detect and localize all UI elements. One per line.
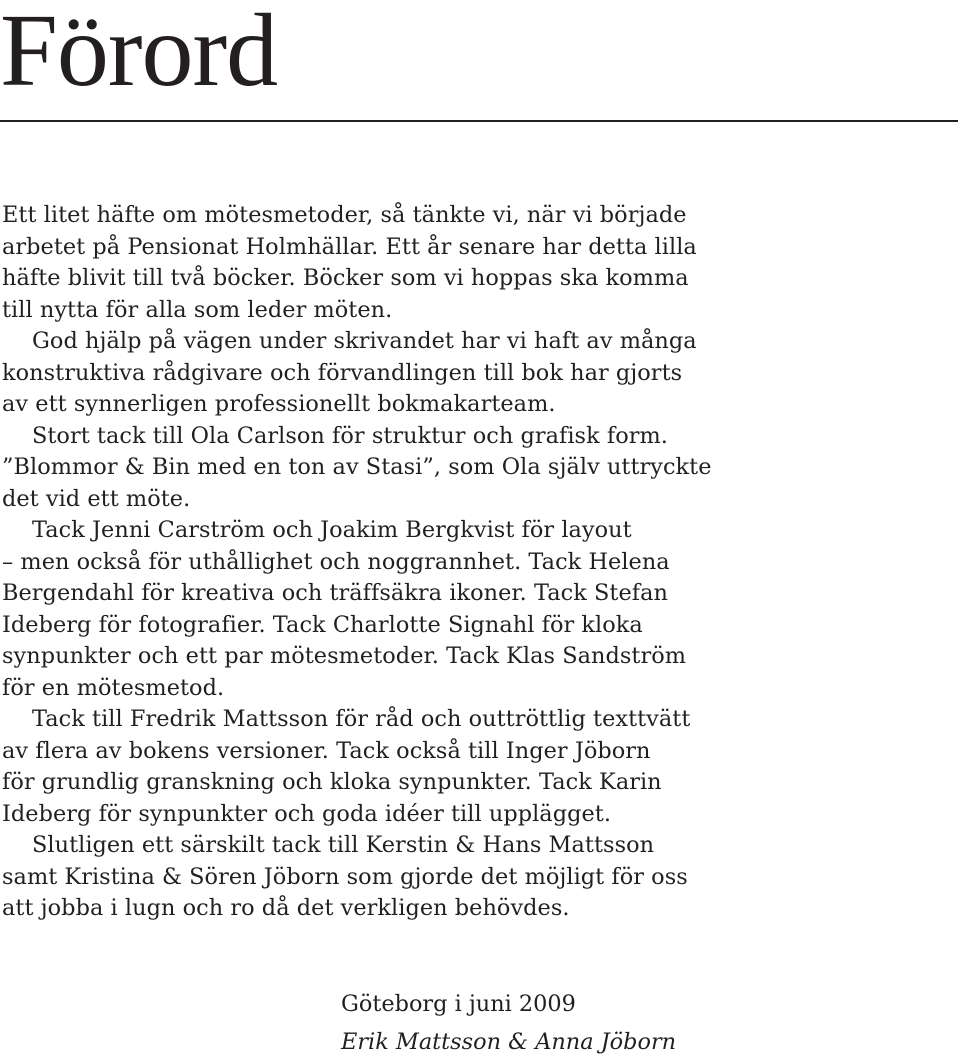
text-line: – men också för uthållighet och noggrannhet. Tack Helena	[2, 548, 670, 575]
text-line: Slutligen ett särskilt tack till Kerstin & Hans Mattsson	[32, 832, 655, 858]
text-line: av flera av bokens versioner. Tack också till Inger Jöborn	[2, 737, 651, 764]
text-line: ”Blommor & Bin med en ton av Stasi”, som Ola själv uttryckte	[2, 454, 712, 480]
signoff	[341, 985, 676, 1061]
paragraph-5	[2, 704, 722, 830]
authors-signature: Erik Mattsson & Anna Jöborn	[341, 1029, 677, 1055]
text-line: God hjälp på vägen under skrivandet har vi haft av många	[32, 328, 697, 354]
text-line: av ett synnerligen professionellt bokmakarteam.	[2, 391, 556, 417]
text-line: Bergendahl för kreativa och träffsäkra ikoner. Tack Stefan	[2, 580, 668, 606]
text-line: att jobba i lugn och ro då det verkligen behövdes.	[2, 895, 570, 921]
text-line: det vid ett möte.	[2, 485, 191, 512]
text-line: Tack till Fredrik Mattsson för råd och outtröttlig texttvätt	[32, 706, 691, 732]
page-title: Förord	[0, 0, 278, 108]
text-line: konstruktiva rådgivare och förvandlingen till bok har gjorts	[2, 359, 683, 386]
paragraph-2	[2, 326, 722, 421]
text-line: för grundlig granskning och kloka synpunkter. Tack Karin	[2, 769, 662, 795]
title-divider	[0, 120, 958, 122]
foreword-body	[2, 200, 722, 925]
text-line: Ideberg för synpunkter och goda idéer till upplägget.	[2, 800, 611, 827]
paragraph-4	[2, 515, 722, 704]
text-line: synpunkter och ett par mötesmetoder. Tack Klas Sandström	[2, 643, 687, 669]
paragraph-1	[2, 200, 722, 326]
text-line: häfte blivit till två böcker. Böcker som vi hoppas ska komma	[2, 265, 689, 291]
text-line: Stort tack till Ola Carlson för struktur och grafisk form.	[32, 422, 668, 449]
text-line: Tack Jenni Carström och Joakim Bergkvist för layout	[32, 517, 632, 543]
text-line: samt Kristina & Sören Jöborn som gjorde det möjligt för oss	[2, 863, 688, 890]
text-line: arbetet på Pensionat Holmhällar. Ett år senare har detta lilla	[2, 233, 697, 260]
paragraph-3	[2, 421, 722, 516]
text-line: till nytta för alla som leder möten.	[2, 296, 393, 323]
paragraph-6	[2, 830, 722, 925]
text-line: för en mötesmetod.	[2, 674, 225, 701]
place-date: Göteborg i juni 2009	[341, 991, 576, 1017]
text-line: Ideberg för fotografier. Tack Charlotte Signahl för kloka	[2, 611, 643, 638]
text-line: Ett litet häfte om mötesmetoder, så tänkte vi, när vi började	[2, 202, 687, 228]
